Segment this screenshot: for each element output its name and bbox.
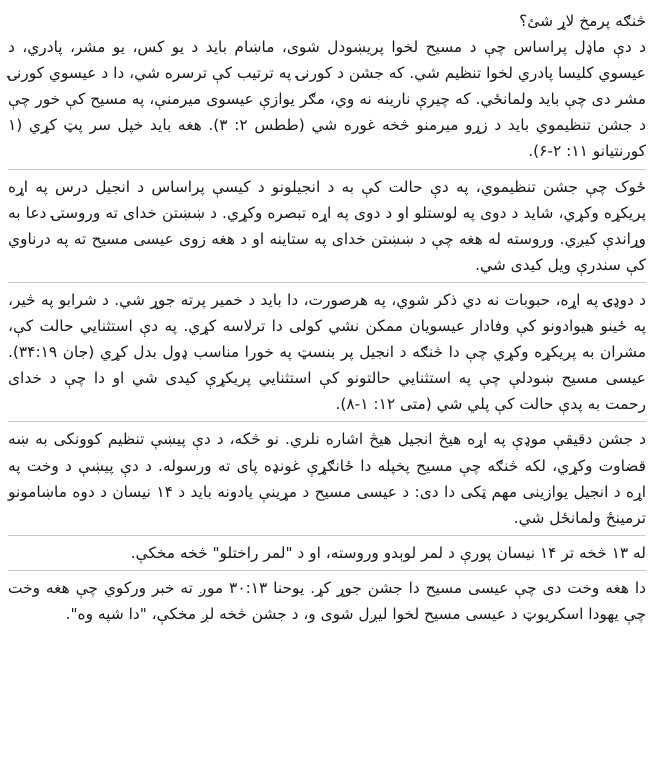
paragraph-bible-lesson: ځوک چې جشن تنظیموي، په دې حالت کې به د انجیلونو د کیسې پراساس د انجیل درس په اړه پریکړه وکړي، شاید د دوی په لوستلو او د دوی په اړه تبصره وکړي. د ښښتن خدای ته وروستۍ دعا به وړاندې کیږي. وروسته له هغه چې د ښښتن خدای په ستاینه او د هغه زوی عیسی مسیح ته په درناوي کې سندرې ویل کیدی شي. — [8, 177, 646, 274]
divider — [8, 421, 646, 422]
paragraph-bread-wine: د دوډۍ په اړه، حبوبات نه دي ذکر شوي، په هرصورت، دا باید د خمیر پرته جوړ شي. د شرابو په څیر، په ځینو هیوادونو کې وفادار عیسویان ممکن نشي کولی دا ترلاسه کړي. په دې استثنایي حالت کې، مشران به پریکړه وکړي چې دا څنګه د انجیل پر بنسټ په خورا مناسب ډول بدل کړي (جان ۳۴:۱۹). عیسی مسیح ښودلې چې په استثنایي حالتونو کې استثنایي پریکړې کیدی شي او دا چې د خدای رحمت به پدې حالت کې پلي شي (متی ۱۲: ۱-۸). — [8, 290, 646, 414]
divider — [8, 535, 646, 536]
paragraph-leadership: د دې ماډل پراساس چې د مسیح لخوا پریښودل شوی، ماښام باید د یو کس، یو مشر، پادري، د عیسوي کلیسا پادري لخوا تنظیم شي. که جشن د کورنۍ په ترتیب کې ترسره شي، دا د عیسوي کورنۍ مشر دی چې باید ولمانځي. که چیرې نارینه نه وي، مګر یوازې عیسوی میرمنې، په مسیح کې خور چې د جشن تنظیموي باید د زړو میرمنو څخه غوره شي (ططس ۲: ۳). هغه باید خپل سر پټ کړي (۱ کورنتیانو ۱۱: ۲-۶). — [8, 38, 646, 161]
section-heading: څنګه پرمخ لاړ شئ؟ — [519, 12, 646, 30]
paragraph-night: دا هغه وخت دی چې عیسی مسیح دا جشن جوړ کړ. یوحنا ۳۰:۱۳ موږ ته خبر ورکوي چې هغه وخت چې یهودا اسکریوټ د عیسی مسیح لخوا لیږل شوی و، د جشن څخه لږ مخکې، "دا شپه وه". — [8, 578, 646, 623]
divider — [8, 570, 646, 571]
divider — [8, 169, 646, 170]
paragraph-timing: د جشن دقیقې موډې په اړه هیڅ انجیل هیڅ اشاره نلري. نو څکه، د دې پیښې تنظیم کوونکی به ښه قضاوت وکړي، لکه څنګه چې مسیح پخپله دا ځانګړې غونډه پای ته ورسوله. د دې پیښې د وخت په اړه د انجیل یوازینی مهم ټکی دا دی: د عیسی مسیح د مړینې یادونه باید د ۱۴ نیسان د دوه ماښامونو ترمینځ ولمانځل شي. — [8, 430, 646, 527]
divider — [8, 282, 646, 283]
paragraph-date-range: له ۱۳ څخه تر ۱۴ نیسان پورې د لمر لوېدو وروسته، او د "لمر راختلو" څخه مخکې. — [130, 543, 646, 562]
